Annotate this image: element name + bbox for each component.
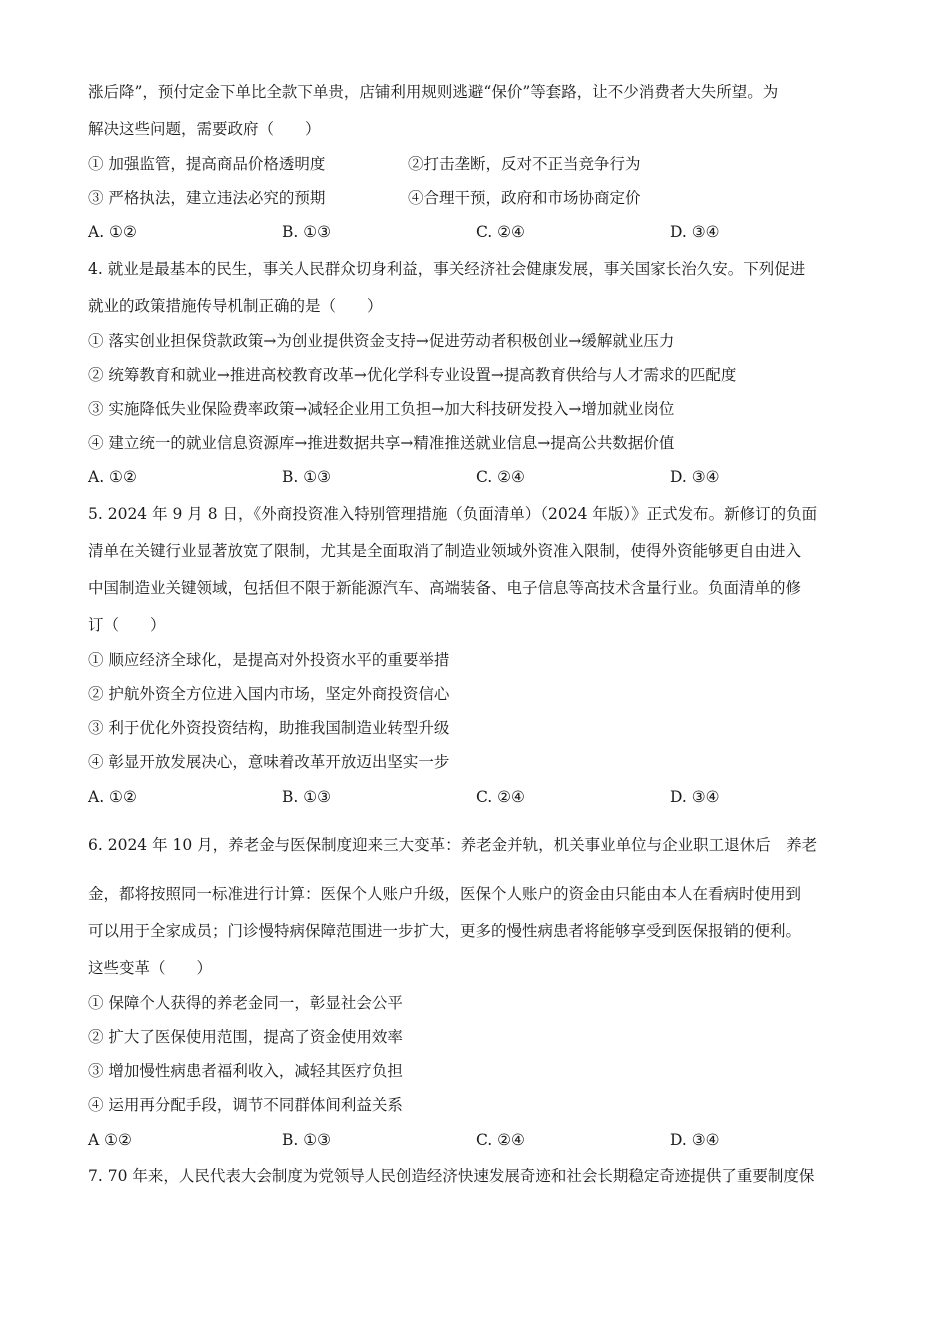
q4-item-2: ② 统筹教育和就业→推进高校教育改革→优化学科专业设置→提高教育供给与人才需求的匹配度 [88, 366, 737, 384]
q6-item-1: ① 保障个人获得的养老金同一，彰显社会公平 [88, 994, 403, 1012]
q6-item-2: ② 扩大了医保使用范围，提高了资金使用效率 [88, 1028, 403, 1046]
q5-option-d: D. ③④ [670, 788, 720, 806]
q3-item-3: ③ 严格执法，建立违法必究的预期 [88, 189, 326, 207]
q4-option-b: B. ①③ [282, 468, 332, 486]
q6-option-d: D. ③④ [670, 1131, 720, 1149]
q5-option-b: B. ①③ [282, 788, 332, 806]
q6-stem-line-1: 6. 2024 年 10 月，养老金与医保制度迎来三大变革：养老金并轨，机关事业单位与企业职工退休后 养老 [88, 836, 818, 854]
q5-option-c: C. ②④ [476, 788, 525, 806]
q5-stem-line-4: 订（ ） [88, 616, 166, 634]
q3-item-2: ②打击垄断，反对不正当竞争行为 [408, 155, 641, 173]
q3-option-c: C. ②④ [476, 223, 525, 241]
q5-stem-line-3: 中国制造业关键领域，包括但不限于新能源汽车、高端装备、电子信息等高技术含量行业。负面清单的修 [88, 579, 802, 597]
q6-option-b: B. ①③ [282, 1131, 332, 1149]
q4-stem-line-2: 就业的政策措施传导机制正确的是（ ） [88, 297, 383, 315]
q5-item-3: ③ 利于优化外资投资结构，助推我国制造业转型升级 [88, 719, 450, 737]
q4-item-1: ① 落实创业担保贷款政策→为创业提供资金支持→促进劳动者积极创业→缓解就业压力 [88, 332, 675, 350]
q5-item-2: ② 护航外资全方位进入国内市场，坚定外商投资信心 [88, 685, 450, 703]
q6-option-c: C. ②④ [476, 1131, 525, 1149]
q3-option-d: D. ③④ [670, 223, 720, 241]
q6-item-3: ③ 增加慢性病患者福利收入，减轻其医疗负担 [88, 1062, 403, 1080]
q3-option-a: A. ①② [88, 223, 137, 241]
q6-stem-line-4: 这些变革（ ） [88, 959, 213, 977]
q3-option-b: B. ①③ [282, 223, 332, 241]
q5-option-a: A. ①② [88, 788, 137, 806]
q4-option-d: D. ③④ [670, 468, 720, 486]
q5-item-1: ① 顺应经济全球化，是提高对外投资水平的重要举措 [88, 651, 450, 669]
q6-option-a: A ①② [88, 1131, 132, 1149]
q4-item-4: ④ 建立统一的就业信息资源库→推进数据共享→精准推送就业信息→提高公共数据价值 [88, 434, 675, 452]
q3-item-4: ④合理干预，政府和市场协商定价 [408, 189, 641, 207]
q6-item-4: ④ 运用再分配手段，调节不同群体间利益关系 [88, 1096, 403, 1114]
q3-item-1: ① 加强监管，提高商品价格透明度 [88, 155, 326, 173]
q4-option-c: C. ②④ [476, 468, 525, 486]
q6-stem-line-2: 金，都将按照同一标准进行计算：医保个人账户升级，医保个人账户的资金由只能由本人在看病时使用到 [88, 885, 802, 903]
q4-option-a: A. ①② [88, 468, 137, 486]
q5-stem-line-2: 清单在关键行业显著放宽了限制，尤其是全面取消了制造业领域外资准入限制，使得外资能够更自由进入 [88, 542, 802, 560]
q5-stem-line-1: 5. 2024 年 9 月 8 日，《外商投资准入特别管理措施（负面清单）（2024 年版）》正式发布。新修订的负面 [88, 505, 818, 523]
q3-stem-line-1: 涨后降”，预付定金下单比全款下单贵，店铺利用规则逃避“保价”等套路，让不少消费者大失所望。为 [88, 83, 779, 101]
q4-stem-line-1: 4. 就业是最基本的民生，事关人民群众切身利益，事关经济社会健康发展，事关国家长治久安。下列促进 [88, 260, 806, 278]
q5-item-4: ④ 彰显开放发展决心，意味着改革开放迈出坚实一步 [88, 753, 450, 771]
q6-stem-line-3: 可以用于全家成员；门诊慢特病保障范围进一步扩大，更多的慢性病患者将能够享受到医保报销的便利。 [88, 922, 802, 940]
q3-stem-line-2: 解决这些问题，需要政府（ ） [88, 120, 321, 138]
q7-stem-line-1: 7. 70 年来，人民代表大会制度为党领导人民创造经济快速发展奇迹和社会长期稳定奇迹提供了重要制度保 [88, 1167, 815, 1185]
q4-item-3: ③ 实施降低失业保险费率政策→减轻企业用工负担→加大科技研发投入→增加就业岗位 [88, 400, 675, 418]
